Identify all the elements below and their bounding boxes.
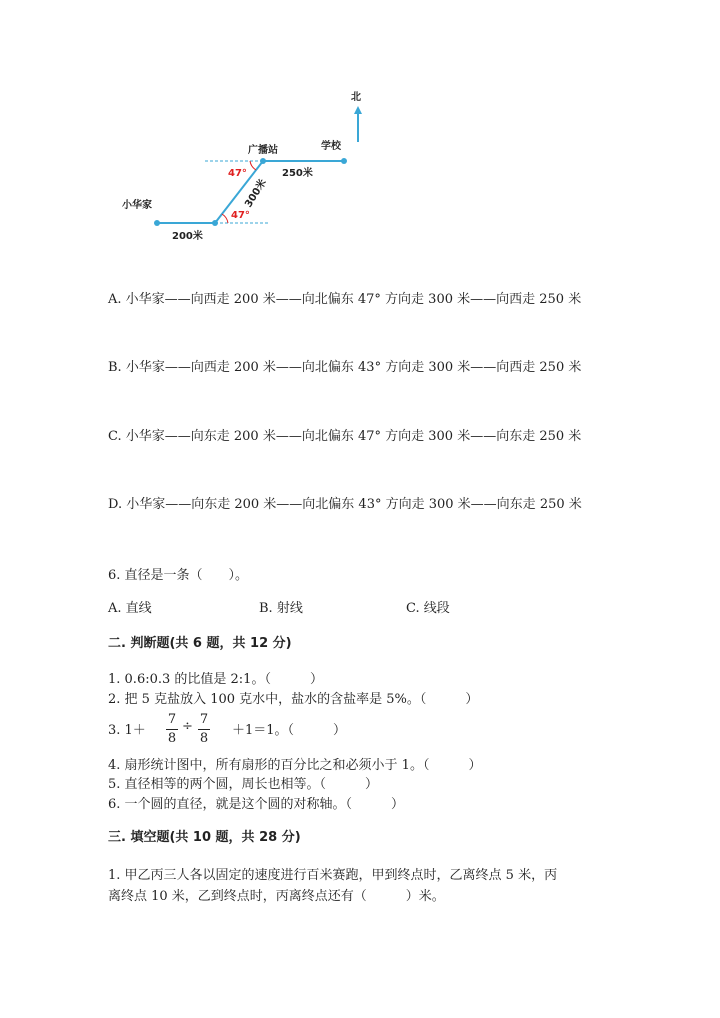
fill-q1-line2: 离终点 10 米，乙到终点时，丙离终点还有（ ）米。 [108,889,445,904]
q5-option-c: C. 小华家——向东走 200 米——向北偏东 47° 方向走 300 米——向东走 250 米 [108,429,582,444]
home-point [154,220,160,226]
fraction-1-numerator: 7 [167,712,177,727]
divide-sign: ÷ [182,719,193,734]
section2-title: 二. 判断题(共 6 题，共 12 分) [108,636,292,651]
judge-item-1: 1. 0.6:0.3 的比值是 2:1。（ ） [108,672,323,687]
school-point [341,158,347,164]
q6-option-b: B. 射线 [259,601,303,616]
q5-option-b: B. 小华家——向西走 200 米——向北偏东 43° 方向走 300 米——向西走 250 米 [108,360,582,375]
q6-option-c: C. 线段 [406,601,450,616]
fraction-1-bar [166,729,178,730]
fraction-2-bar [198,729,210,730]
q5-option-d: D. 小华家——向东走 200 米——向北偏东 43° 方向走 300 米——向东走 250 米 [108,497,582,512]
dist-200-label: 200米 [172,231,203,242]
fill-q1-line1: 1. 甲乙丙三人各以固定的速度进行百米赛跑，甲到终点时，乙离终点 5 米，丙 [108,868,558,883]
school-label: 学校 [321,141,341,152]
judge-item-3-suffix: ＋1＝1。（ ） [232,723,347,738]
fraction-2-numerator: 7 [199,712,209,727]
fraction-2-denominator: 8 [199,731,209,746]
angle-arc-top [250,161,256,170]
judge-item-6: 6. 一个圆的直径，就是这个圆的对称轴。（ ） [108,797,405,812]
dist-300-label: 300米 [243,177,269,210]
angle-arc-bottom [222,214,228,223]
station-label: 广播站 [248,145,278,156]
dist-250-label: 250米 [282,168,313,179]
bend-point [212,220,218,226]
home-label: 小华家 [122,200,152,211]
angle-bottom-label: 47° [231,210,250,221]
station-point [260,158,266,164]
judge-item-3-prefix: 3. 1＋ [108,723,146,738]
north-label: 北 [351,92,361,103]
section3-title: 三. 填空题(共 10 题，共 28 分) [108,830,301,845]
north-arrow-head [354,106,362,114]
q5-option-a: A. 小华家——向西走 200 米——向北偏东 47° 方向走 300 米——向西走 250 米 [108,292,582,307]
judge-item-2: 2. 把 5 克盐放入 100 克水中，盐水的含盐率是 5%。（ ） [108,692,479,707]
q6-stem: 6. 直径是一条（ ）。 [108,568,249,583]
fraction-1-denominator: 8 [167,731,177,746]
judge-item-4: 4. 扇形统计图中，所有扇形的百分比之和必须小于 1。（ ） [108,758,482,773]
direction-map [100,80,400,250]
q6-option-a: A. 直线 [108,601,152,616]
angle-top-label: 47° [228,168,247,179]
judge-item-5: 5. 直径相等的两个圆，周长也相等。（ ） [108,777,379,792]
